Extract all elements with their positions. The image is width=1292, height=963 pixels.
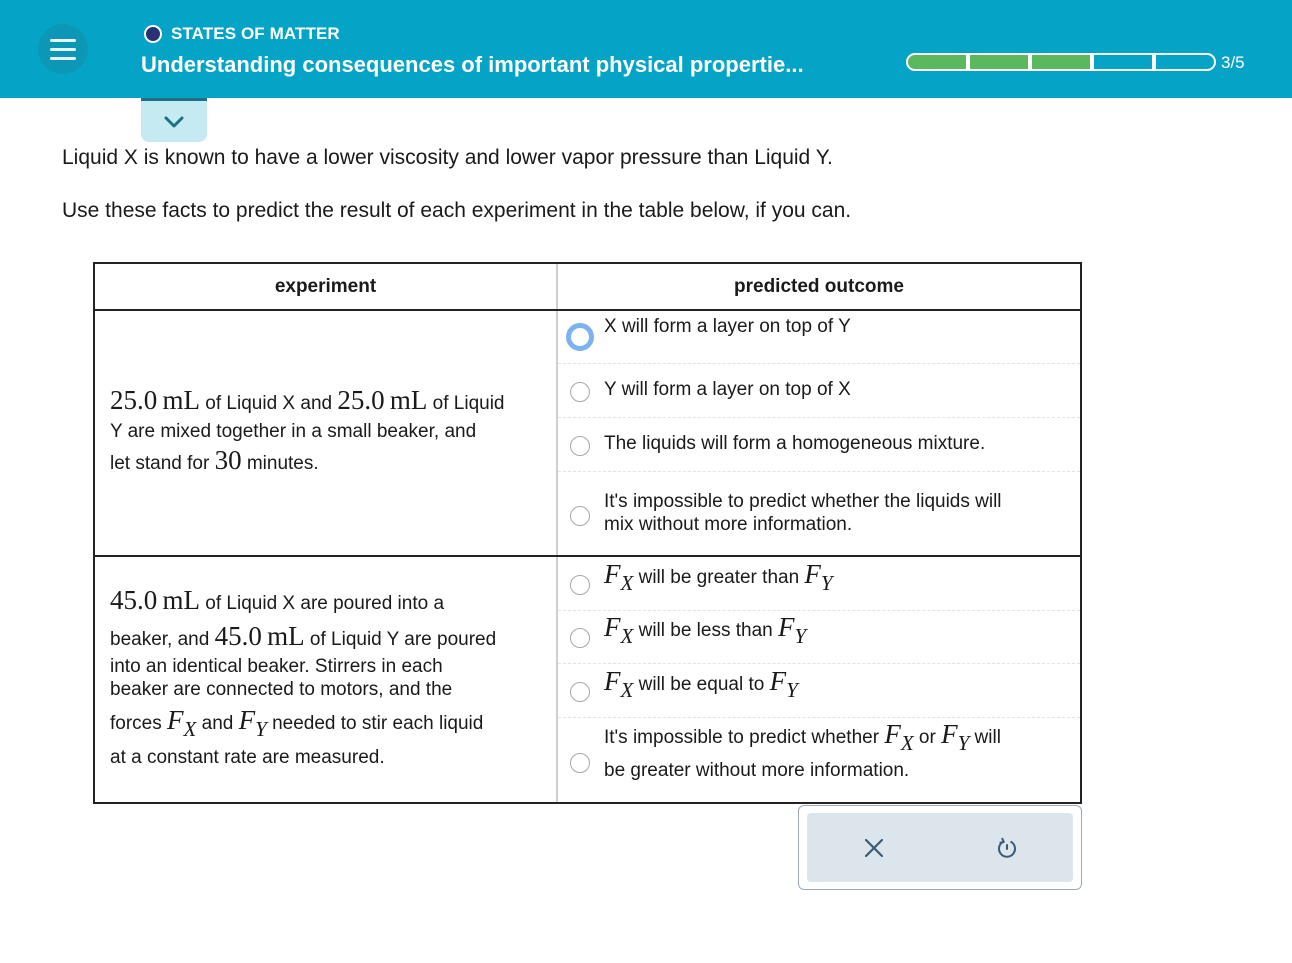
topic-row bbox=[144, 24, 340, 44]
force-symbol: F bbox=[884, 719, 901, 749]
top-header bbox=[0, 0, 1292, 98]
radio-button[interactable] bbox=[570, 628, 590, 648]
option-divider bbox=[558, 717, 1080, 718]
option-label: X will form a layer on top of Y bbox=[604, 316, 851, 337]
text: of Liquid Y are poured bbox=[304, 629, 497, 650]
header-experiment: experiment bbox=[274, 276, 377, 297]
text: minutes. bbox=[241, 453, 319, 474]
volume-unit: mL bbox=[267, 621, 305, 651]
collapse-toggle[interactable] bbox=[141, 98, 207, 142]
option-impossible-mix[interactable] bbox=[570, 491, 1002, 535]
progress-segment bbox=[968, 53, 1030, 71]
row-rule bbox=[95, 555, 1080, 557]
subscript: Y bbox=[255, 717, 267, 741]
force-symbol: F bbox=[941, 719, 958, 749]
prompt-line-1: Liquid X is known to have a lower viscosity and lower vapor pressure than Liquid Y. bbox=[62, 146, 833, 169]
option-label: The liquids will form a homogeneous mixture. bbox=[604, 433, 986, 454]
text: of Liquid X are poured into a bbox=[200, 593, 445, 614]
option-divider bbox=[558, 471, 1080, 472]
experiment-2 bbox=[110, 585, 550, 770]
text: of Liquid X and bbox=[200, 393, 338, 414]
option-label: will bbox=[969, 727, 1001, 748]
text: forces bbox=[110, 713, 168, 734]
progress-segment bbox=[1030, 53, 1092, 71]
force-symbol: F bbox=[604, 666, 621, 696]
option-divider bbox=[558, 363, 1080, 364]
option-label: be greater without more information. bbox=[604, 760, 910, 781]
text: at a constant rate are measured. bbox=[110, 747, 385, 768]
close-icon bbox=[863, 837, 885, 859]
radio-button[interactable] bbox=[570, 753, 590, 773]
radio-button[interactable] bbox=[570, 382, 590, 402]
volume-value: 45.0 bbox=[214, 621, 262, 651]
chevron-down-icon bbox=[163, 115, 185, 129]
text: beaker, and bbox=[110, 629, 215, 650]
force-symbol: F bbox=[238, 705, 256, 735]
experiment-table bbox=[93, 262, 1082, 804]
force-symbol: F bbox=[778, 612, 795, 642]
volume-unit: mL bbox=[162, 385, 201, 415]
force-symbol: F bbox=[604, 559, 621, 589]
answer-actions bbox=[798, 805, 1082, 890]
column-divider bbox=[556, 264, 558, 802]
option-fx-greater[interactable] bbox=[570, 559, 833, 595]
option-fx-less[interactable] bbox=[570, 612, 807, 648]
text: into an identical beaker. Stirrers in each bbox=[110, 656, 443, 677]
option-homogeneous[interactable] bbox=[570, 433, 986, 456]
option-impossible-force[interactable] bbox=[570, 719, 1001, 781]
option-label: It's impossible to predict whether bbox=[604, 727, 885, 748]
option-label: Y will form a layer on top of X bbox=[604, 379, 851, 400]
radio-button[interactable] bbox=[570, 506, 590, 526]
page-title: Understanding consequences of important physical propertie... bbox=[141, 52, 804, 77]
option-label: or bbox=[913, 727, 942, 748]
volume-unit: mL bbox=[162, 585, 201, 615]
option-y-top[interactable] bbox=[570, 379, 851, 402]
radio-button[interactable] bbox=[570, 436, 590, 456]
text: and bbox=[196, 713, 239, 734]
progress-bar bbox=[906, 53, 1216, 71]
force-symbol: F bbox=[167, 705, 184, 735]
option-divider bbox=[558, 610, 1080, 611]
progress-segment bbox=[906, 53, 968, 71]
prompt-line-2: Use these facts to predict the result of each experiment in the table below, if you can. bbox=[62, 199, 852, 222]
topic-label: STATES OF MATTER bbox=[171, 24, 340, 43]
progress-segment bbox=[1092, 53, 1154, 71]
header-outcome: predicted outcome bbox=[734, 276, 904, 297]
option-fx-equal[interactable] bbox=[570, 666, 798, 702]
volume-unit: mL bbox=[389, 385, 428, 415]
subscript: Y bbox=[786, 678, 798, 702]
text: let stand for bbox=[110, 453, 215, 474]
option-label: will be equal to bbox=[633, 674, 770, 695]
subscript: X bbox=[900, 731, 914, 755]
radio-button[interactable] bbox=[570, 575, 590, 595]
text: beaker are connected to motors, and the bbox=[110, 679, 453, 700]
option-divider bbox=[558, 663, 1080, 664]
undo-icon bbox=[995, 836, 1019, 860]
progress-segment bbox=[1154, 53, 1216, 71]
force-symbol: F bbox=[804, 559, 821, 589]
volume-value: 45.0 bbox=[110, 585, 158, 615]
subscript: X bbox=[183, 717, 197, 741]
subscript: X bbox=[620, 678, 634, 702]
force-symbol: F bbox=[769, 666, 787, 696]
force-symbol: F bbox=[604, 612, 621, 642]
option-label: will be less than bbox=[633, 620, 779, 641]
option-label: It's impossible to predict whether the liquids will bbox=[604, 491, 1002, 512]
time-value: 30 bbox=[214, 445, 242, 475]
text: needed to stir each liquid bbox=[266, 713, 484, 734]
reset-button[interactable] bbox=[940, 813, 1073, 882]
subscript: Y bbox=[957, 731, 970, 755]
option-x-top[interactable] bbox=[570, 316, 851, 351]
radio-button[interactable] bbox=[566, 323, 594, 351]
subscript: X bbox=[620, 571, 634, 595]
text: of Liquid bbox=[427, 393, 505, 414]
option-label: will be greater than bbox=[633, 567, 805, 588]
action-bar bbox=[807, 813, 1073, 882]
subscript: Y bbox=[794, 624, 807, 648]
topic-dot-icon bbox=[144, 25, 162, 43]
radio-button[interactable] bbox=[570, 682, 590, 702]
volume-value: 25.0 bbox=[110, 385, 158, 415]
header-rule bbox=[95, 309, 1080, 311]
subscript: Y bbox=[820, 571, 833, 595]
clear-button[interactable] bbox=[807, 813, 940, 882]
menu-icon[interactable] bbox=[38, 24, 88, 74]
experiment-1 bbox=[110, 385, 550, 476]
progress-label: 3/5 bbox=[1221, 53, 1245, 72]
text: Y are mixed together in a small beaker, and bbox=[110, 421, 477, 442]
subscript: X bbox=[620, 624, 634, 648]
option-divider bbox=[558, 417, 1080, 418]
option-label: mix without more information. bbox=[604, 514, 853, 535]
volume-value: 25.0 bbox=[337, 385, 385, 415]
